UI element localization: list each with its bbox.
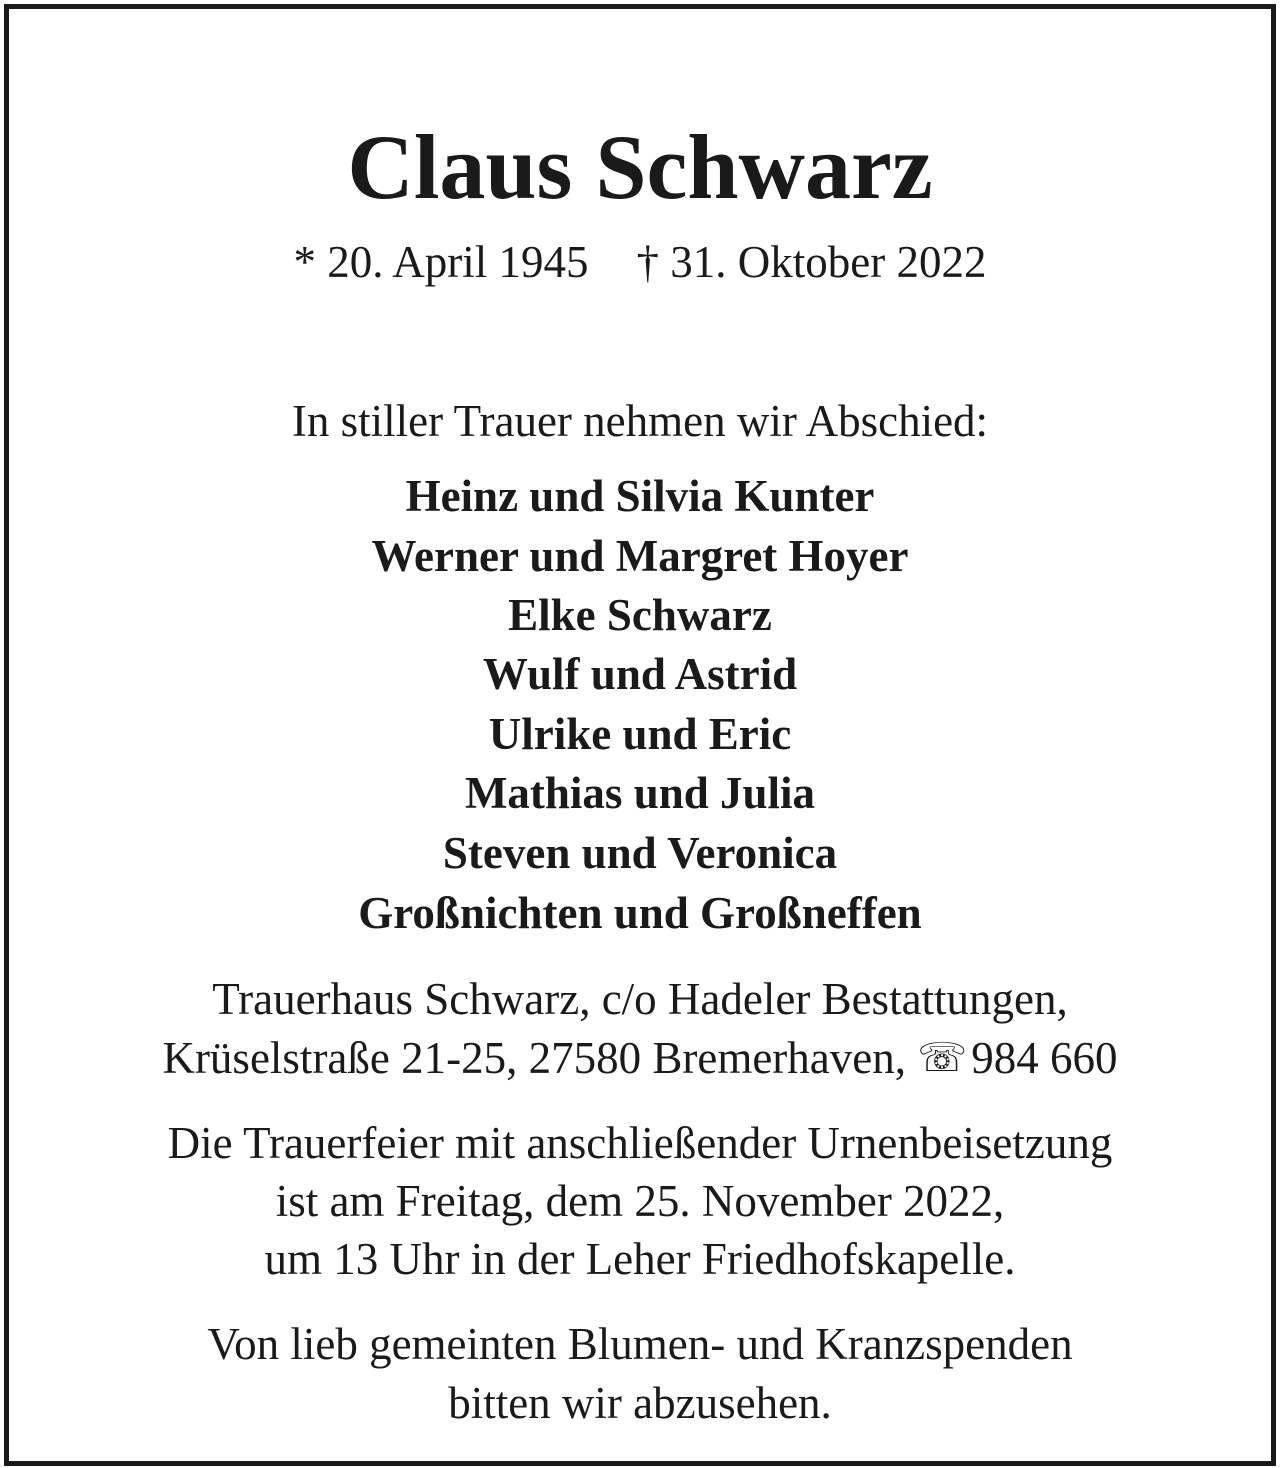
life-dates [9,237,1271,287]
mourner-name: Großnichten und Großneffen [358,888,922,938]
mourner-name: Heinz und Silvia Kunter [405,471,875,521]
flowers-request-line: Von lieb gemeinten Blumen- und Kranzspenden [207,1319,1073,1369]
mourner-name: Steven und Veronica [442,828,838,878]
address-phone-line [9,1033,1271,1083]
address-line: Krüselstraße 21-25, 27580 Bremerhaven, [162,1033,906,1083]
mourning-intro: In stiller Trauer nehmen wir Abschied: [291,396,989,446]
address-line: Trauerhaus Schwarz, c/o Hadeler Bestattungen, [212,974,1068,1024]
ceremony-line: Die Trauerfeier mit anschließender Urnenbeisetzung [167,1118,1113,1168]
flowers-request-line: bitten wir abzusehen. [448,1378,832,1428]
birth-date: * 20. April 1945 [293,237,589,287]
ceremony-line: um 13 Uhr in der Leher Friedhofskapelle. [264,1234,1016,1284]
mourner-name: Wulf und Astrid [482,649,798,699]
mourner-name: Elke Schwarz [508,590,772,640]
telephone-icon: ☏ [917,1035,968,1081]
death-date: † 31. Oktober 2022 [636,237,987,287]
ceremony-line: ist am Freitag, dem 25. November 2022, [275,1176,1005,1226]
deceased-name: Claus Schwarz [347,116,933,218]
mourner-name: Mathias und Julia [464,768,816,818]
mourner-name: Werner und Margret Hoyer [371,531,909,581]
notice-frame [4,4,1276,1466]
phone-number: 984 660 [971,1033,1118,1083]
mourner-name: Ulrike und Eric [488,709,792,759]
